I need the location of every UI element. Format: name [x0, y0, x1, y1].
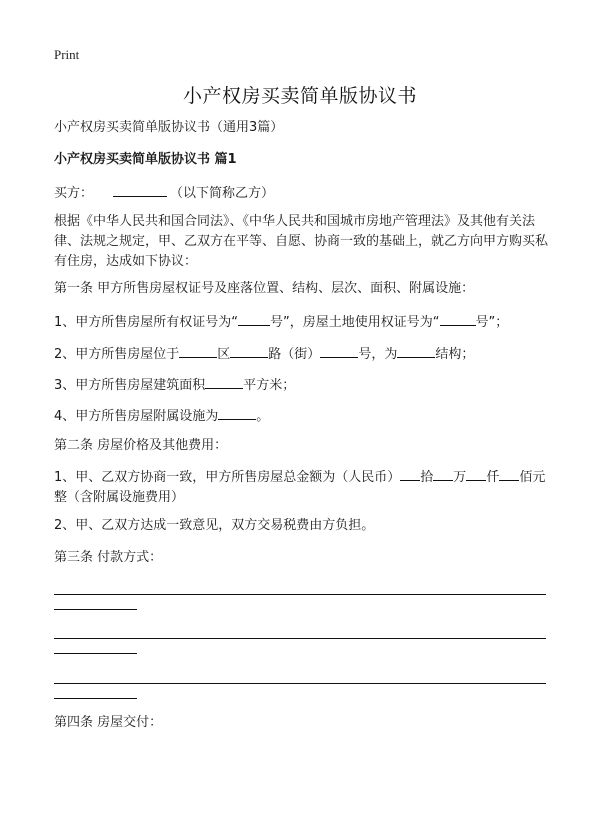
area-blank [205, 374, 243, 389]
clause-1-item-1-text-b: 号”，房屋土地使用权证号为“ [270, 315, 440, 330]
payment-line-1 [54, 594, 546, 595]
clause-2-heading: 第二条 房屋价格及其他费用： [54, 438, 228, 453]
payment-line-1-tail [54, 609, 137, 610]
payment-line-3-tail [54, 698, 137, 699]
clause-1-item-3 [54, 374, 295, 396]
clause-3-heading: 第三条 付款方式： [54, 550, 163, 565]
payment-line-2-tail [54, 653, 137, 654]
clause-1-item-4-text-b: 。 [256, 409, 270, 424]
clause-2-item-1 [54, 466, 548, 508]
buyer-name-blank [113, 182, 167, 197]
clause-2-item-1-text-c: 万 [453, 470, 467, 485]
road-blank [230, 343, 268, 358]
clause-2-item-1-text-e: 佰元整（含附属设施费用） [54, 470, 546, 505]
amount-qian-blank [466, 466, 486, 481]
clause-1-item-2-text-a: 2、甲方所售房屋位于 [54, 347, 180, 362]
land-cert-blank [440, 311, 476, 326]
clause-1-item-1-text-a: 1、甲方所售房屋所有权证号为“ [54, 315, 239, 330]
clause-1-item-1 [54, 311, 508, 333]
amount-wan-blank [433, 466, 453, 481]
clause-1-item-1-text-c: 号”； [475, 315, 509, 330]
document-title: 小产权房买卖简单版协议书 [182, 85, 417, 107]
buyer-label: 买方： [54, 186, 94, 201]
clause-1-item-3-text-b: 平方米； [243, 378, 296, 393]
payment-line-3 [54, 683, 546, 684]
clause-1-item-3-text-a: 3、甲方所售房屋建筑面积 [54, 378, 206, 393]
clause-1-item-4-text-a: 4、甲方所售房屋附属设施为 [54, 409, 219, 424]
clause-1-item-2-text-d: 号，为 [358, 347, 398, 362]
buyer-suffix: （以下简称乙方） [170, 186, 275, 201]
buyer-line [54, 182, 274, 204]
clause-1-item-2-text-b: 区 [217, 347, 231, 362]
payment-line-2 [54, 638, 546, 639]
clause-2-item-1-text-d: 仟 [486, 470, 500, 485]
amount-shi-blank [400, 466, 420, 481]
clause-1-heading: 第一条 甲方所售房屋权证号及座落位置、结构、层次、面积、附属设施： [54, 281, 475, 296]
number-blank [320, 343, 358, 358]
document-subtitle: 小产权房买卖简单版协议书（通用3篇） [54, 120, 284, 135]
amount-bai-blank [499, 466, 519, 481]
facilities-blank [218, 405, 256, 420]
district-blank [179, 343, 217, 358]
print-link[interactable]: Print [54, 47, 80, 62]
structure-blank [397, 343, 435, 358]
clause-4-heading: 第四条 房屋交付： [54, 715, 163, 730]
clause-1-item-2-text-e: 结构； [435, 347, 475, 362]
clause-1-item-2 [54, 343, 474, 365]
clause-1-item-2-text-c: 路（街） [268, 347, 321, 362]
section-heading: 小产权房买卖简单版协议书 篇1 [54, 152, 237, 167]
clause-2-item-2: 2、甲、乙双方达成一致意见，双方交易税费由方负担。 [54, 518, 375, 533]
clause-2-item-1-text-a: 1、甲、乙双方协商一致，甲方所售房屋总金额为（人民币） [54, 470, 401, 485]
intro-paragraph: 根据《中华人民共和国合同法》、《中华人民共和国城市房地产管理法》及其他有关法律、法规之规定，甲、乙双方在平等、自愿、协商一致的基础上，就乙方向甲方购买私有住房，达成如下协议： [54, 214, 549, 269]
clause-2-item-1-text-b: 拾 [420, 470, 434, 485]
clause-1-item-4 [54, 405, 269, 427]
ownership-cert-blank [238, 311, 270, 326]
